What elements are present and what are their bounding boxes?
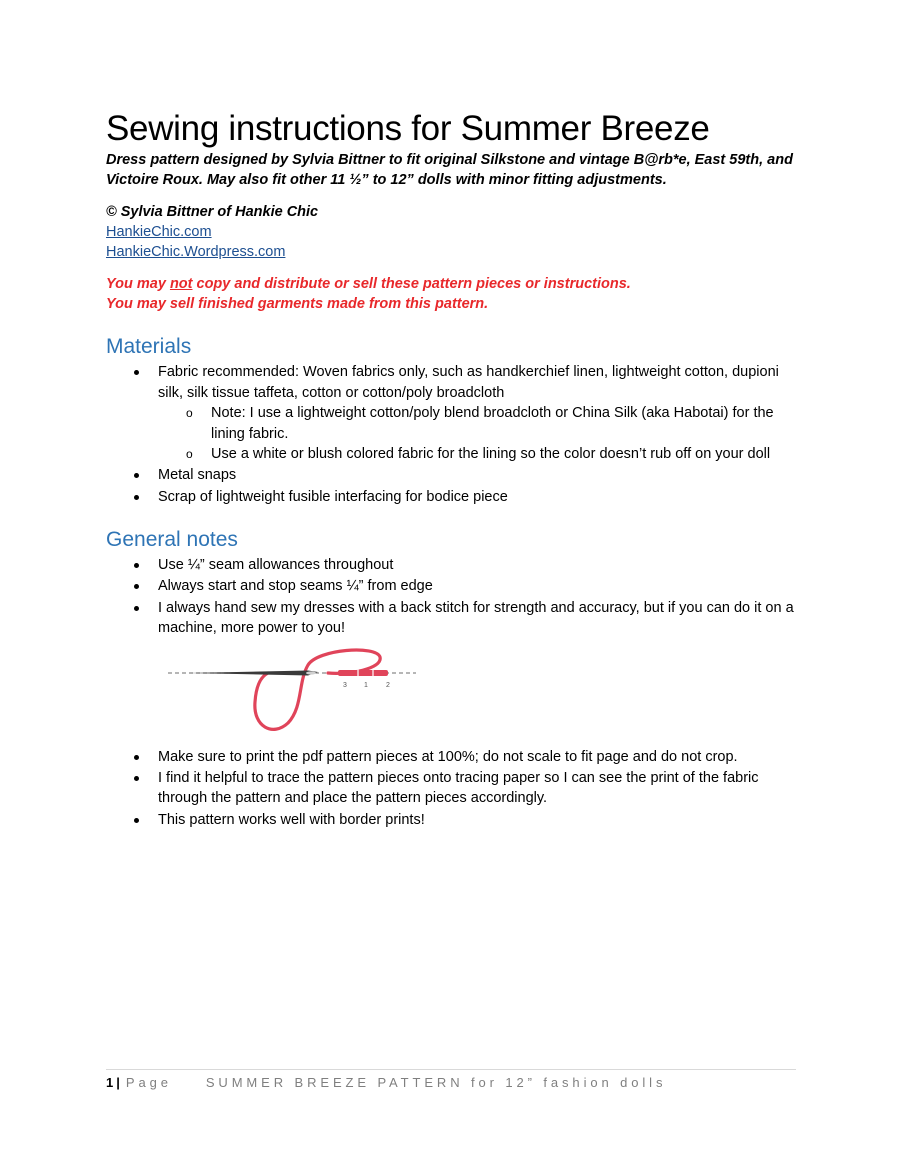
document-page xyxy=(106,108,806,831)
warning-line-1: You may not copy and distribute or sell these pattern pieces or instructions. xyxy=(106,276,631,292)
needle-shape xyxy=(188,670,318,675)
stitch-segments xyxy=(338,670,388,676)
circle-bullet-icon: o xyxy=(186,447,193,461)
materials-sublist xyxy=(158,403,806,465)
list-item: I find it helpful to trace the pattern pieces onto tracing paper so I can see the print of the fabric through the pattern and place the pattern pieces accordingly. xyxy=(106,768,806,809)
list-item: o Use a white or blush colored fabric for the lining so the color doesn’t rub off on your doll xyxy=(158,444,806,465)
materials-list xyxy=(106,362,806,507)
bullet-icon xyxy=(134,495,139,500)
page-number: 1 xyxy=(106,1075,114,1090)
copyright-notice: © Sylvia Bittner of Hankie Chic xyxy=(106,204,319,220)
materials-heading: Materials xyxy=(106,335,192,358)
stitch-label-3: 3 xyxy=(343,681,347,689)
needle-thread-icon xyxy=(168,647,418,737)
bullet-icon xyxy=(134,563,139,568)
page-footer xyxy=(106,1069,796,1090)
list-item: Scrap of lightweight fusible interfacing for bodice piece xyxy=(106,487,806,508)
list-item: This pattern works well with border prints! xyxy=(106,810,806,831)
list-item: Fabric recommended: Woven fabrics only, such as handkerchief linen, lightweight cotton, dupioni silk, silk tissue taffeta, cotton or cotton/poly broadcloth o Note: I use a lightweight cotton/poly blend broadcloth or China Silk (aka Habotai) for the lining fabric. o Use a white or blush colored fabric for the lining so the color doesn’t rub off on your doll xyxy=(106,362,806,465)
list-item: I always hand sew my dresses with a back stitch for strength and accuracy, but if you can do it on a machine, more power to you! xyxy=(106,598,806,639)
bullet-icon xyxy=(134,606,139,611)
footer-separator: | xyxy=(116,1075,120,1090)
list-item: Metal snaps xyxy=(106,465,806,486)
bullet-icon xyxy=(134,584,139,589)
list-item: o Note: I use a lightweight cotton/poly blend broadcloth or China Silk (aka Habotai) for the lining fabric. xyxy=(186,405,774,442)
bullet-icon xyxy=(134,776,139,781)
bullet-icon xyxy=(134,755,139,760)
thread-loop xyxy=(255,650,380,729)
footer-text: SUMMER BREEZE PATTERN for 12” fashion dolls xyxy=(205,1075,667,1090)
subtitle: Dress pattern designed by Sylvia Bittner to fit original Silkstone and vintage B@rb*e, East 59th, and Victoire Roux. May also fit other 11 ½” to 12” dolls with minor fitting adjustments. xyxy=(106,152,793,188)
link-hankiechic[interactable]: HankieChic.com xyxy=(106,224,212,240)
general-notes-heading: General notes xyxy=(106,528,238,552)
list-item: Use ¼” seam allowances throughout xyxy=(106,555,806,576)
link-hankiechic-wordpress[interactable]: HankieChic.Wordpress.com xyxy=(106,244,286,260)
page-word: Page xyxy=(125,1075,172,1090)
bullet-icon xyxy=(134,473,139,478)
bullet-icon xyxy=(134,818,139,823)
page-title: Sewing instructions for Summer Breeze xyxy=(106,109,710,148)
stitch-label-2: 2 xyxy=(386,681,390,689)
stitch-label-1: 1 xyxy=(364,681,368,689)
general-notes-list xyxy=(106,555,806,639)
copyright-warning xyxy=(106,274,806,314)
warning-not-emphasis: not xyxy=(169,276,193,292)
bullet-icon xyxy=(134,370,139,375)
list-item: Always start and stop seams ¼” from edge xyxy=(106,576,806,597)
circle-bullet-icon: o xyxy=(186,406,193,420)
list-item: Make sure to print the pdf pattern pieces at 100%; do not scale to fit page and do not crop. xyxy=(106,747,806,768)
warning-line-2: You may sell finished garments made from this pattern. xyxy=(106,296,489,312)
back-stitch-illustration xyxy=(168,647,806,737)
general-notes-list-continued xyxy=(106,747,806,831)
